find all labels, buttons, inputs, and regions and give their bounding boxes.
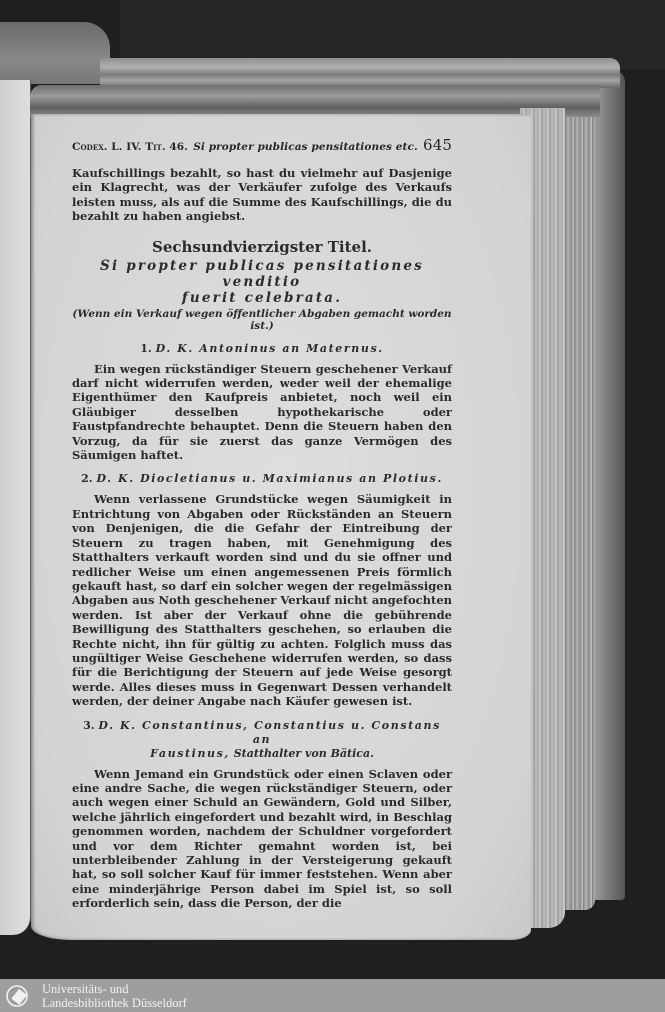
running-head [72,136,452,154]
constitution-number: 3. [83,718,95,732]
constitution-number: 2. [81,472,93,486]
library-footer [0,979,665,1012]
book-top-edge [100,58,620,88]
book-logo-icon [4,983,34,1009]
constitution-number: 1. [140,341,152,355]
constitution-addressee: Faustinus, [150,746,230,760]
previous-page-edge [0,80,31,935]
running-title: Si propter publicas pensitationes etc. [193,141,418,153]
constitution-heading-1 [72,342,452,356]
left-cover [0,22,110,84]
intro-paragraph: Kaufschillings bezahlt, so hast du vielmehr auf Dasjenige ein Klagrecht, was der Verkäufer zufolge des Verkaufs leisten muss, als auf die Summe des Kaufschillings, die du bezahlt zu haben angiebst. [72,166,452,224]
library-name-line1: Universitäts- und [42,981,129,996]
page-content [72,136,452,911]
constitution-text-3: Wenn Jemand ein Grundstück oder einen Sclaven oder eine andre Sache, die wegen rückständiger Steuern, oder auch wegen einer Schuld an Gewändern, Gold und Silber, welche jährlich eingefordert und bezahlt wird, in Beschlag genommen worden, nachdem der Schuldner vorgefordert und vor dem Richter gemahnt worden ist, bei unterbleibender Zahlung in der Versteigerung gekauft hat, so soll solcher Kauf für immer feststehen. Wenn aber eine minderjährige Person dabei im Spiel ist, so soll erforderlich sein, dass die Person, der die [72,766,452,911]
library-name [42,982,187,1010]
constitution-text-2: Wenn verlassene Grundstücke wegen Säumigkeit in Entrichtung von Abgaben oder Rückständen an Steuern von Denjenigen, die die Gefahr der Eintreibung der Steuern zu tragen haben, mit Genehmigung des Statthalters verkauft worden sind und du sie offner und redlicher Weise um einen angemessenen Preis förmlich gekauft hast, so darf ein solcher wegen der regelmässigen Abgaben aus Noth geschehener Verkauf nicht angefochten werden. Ist aber der Verkauf ohne die gebührende Bewilligung des Statthalters geschehen, so erlauben die Rechte nicht, ihn für gültig zu achten. Folglich muss das ungültiger Weise Geschehene widerrufen werden, so dass für die Berichtigung der Steuern auf jede Weise gesorgt werde. Alles dieses muss in Gegenwart Dessen verhandelt werden, der deiner Angabe nach Käufer gewesen ist. [72,492,452,709]
page-number: 645 [423,136,452,154]
latin-title-line1: Si propter publicas pensitationes venditio [100,257,424,290]
constitution-text-1: Ein wegen rückständiger Steuern geschehener Verkauf darf nicht widerrufen werden, weder weil der ehemalige Eigenthümer den Kaufpreis anbietet, noch weil ein Gläubiger desselben hypothekarische oder Faustpfandrechte behauptet. Denn die Steuern haben den Vorzug, da für sie zuerst das ganze Vermögen des Säumigen haftet. [72,361,452,463]
page-block-edge [565,90,595,910]
constitution-heading-text: D. K. Diocletianus u. Maximianus an Plotius. [96,472,443,486]
constitution-heading-line1: D. K. Constantinus, Constantius u. Constans an [98,718,441,746]
codex-reference: Codex. L. IV. Tit. 46. [72,141,188,153]
constitution-heading-2 [72,472,452,486]
constitution-addressee-title: Statthalter von Bätica. [233,746,374,760]
constitution-heading-text: D. K. Antoninus an Maternus. [155,341,384,355]
german-subtitle: (Wenn ein Verkauf wegen öffentlicher Abgaben gemacht worden ist.) [72,307,452,332]
library-name-line2: Landesbibliothek Düsseldorf [42,995,187,1010]
book-top-pages [30,85,600,117]
section-title: Sechsundvierzigster Titel. [151,237,373,256]
book-cover-edge [595,70,625,900]
constitution-heading-3 [72,719,452,761]
latin-title-line2: fuerit celebrata. [181,289,343,306]
